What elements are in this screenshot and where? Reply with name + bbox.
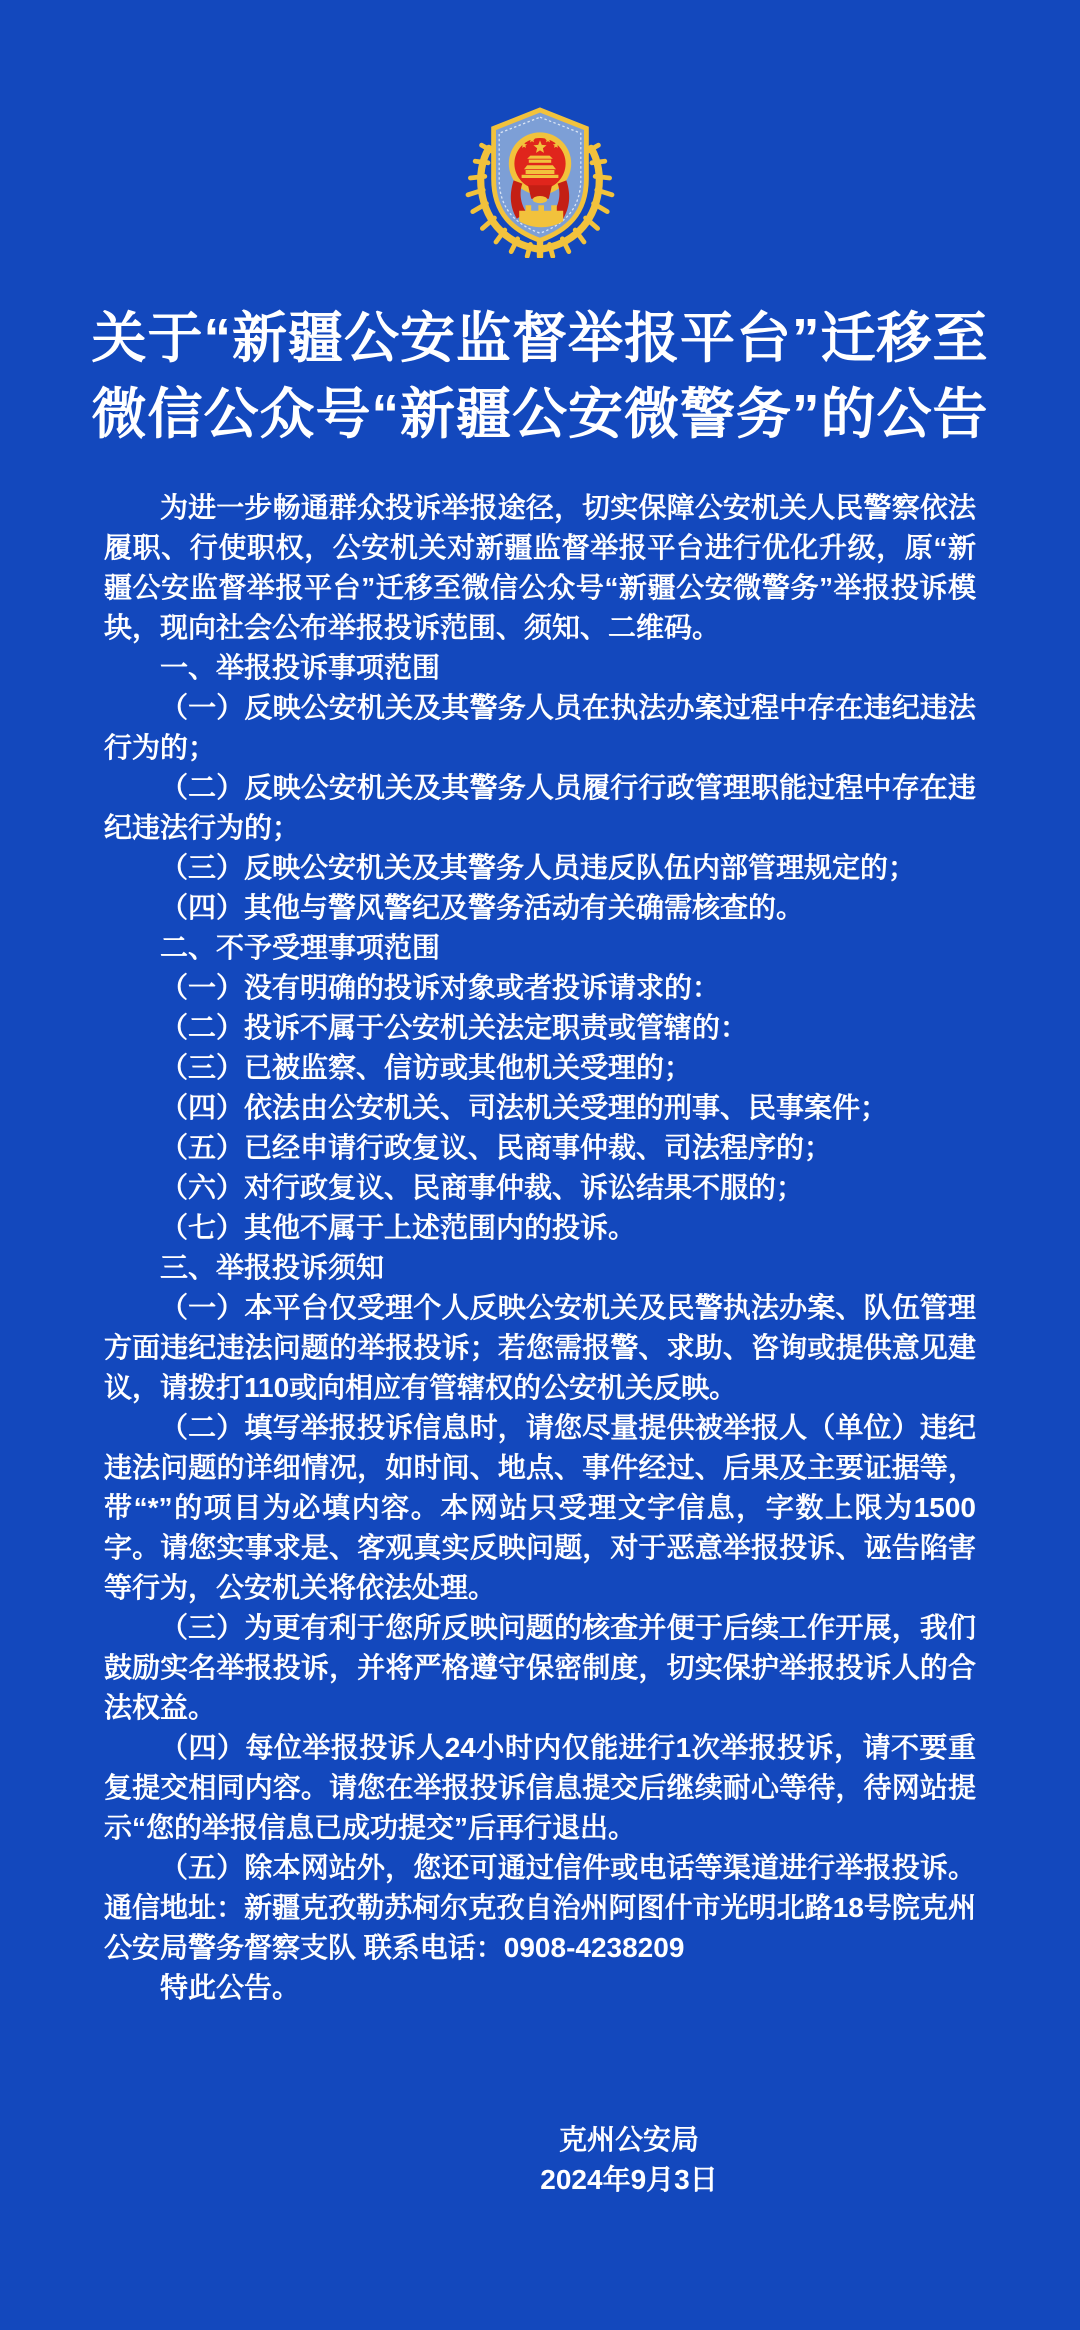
section-2-item-4: （四）依法由公安机关、司法机关受理的刑事、民事案件； [160,1092,889,1123]
police-emblem [0,0,1080,258]
signature-block [0,2120,1080,2200]
section-2-item-2: （二）投诉不属于公安机关法定职责或管辖的： [160,1012,749,1043]
section-1-heading: 一、举报投诉事项范围 [160,652,441,683]
section-2-item-5: （五）已经申请行政复议、民商事仲裁、司法程序的； [160,1132,833,1163]
intro-paragraph: 为进一步畅通群众投诉举报途径，切实保障公安机关人民警察依法履职、行使职权，公安机关对新疆监督举报平台进行优化升级，原“新疆公安监督举报平台”迁移至微信公众号“新疆公安微警务”举报投诉模块，现向社会公布举报投诉范围、须知、二维码。 [104,492,976,643]
section-3-item-1: （一）本平台仅受理个人反映公安机关及民警执法办案、队伍管理方面违纪违法问题的举报投诉；若您需报警、求助、咨询或提供意见建议，请拨打110或向相应有管辖权的公安机关反映。 [104,1292,976,1403]
section-1-item-3: （三）反映公安机关及其警务人员违反队伍内部管理规定的； [160,852,917,883]
section-3-item-4: （四）每位举报投诉人24小时内仅能进行1次举报投诉，请不要重复提交相同内容。请您在举报投诉信息提交后继续耐心等待，待网站提示“您的举报信息已成功提交”后再行退出。 [104,1732,976,1843]
section-1-item-2: （二）反映公安机关及其警务人员履行行政管理职能过程中存在违纪违法行为的； [104,772,976,843]
title-line-2: 微信公众号“新疆公安微警务”的公告 [91,383,989,445]
police-badge-icon [460,102,620,258]
section-3-item-2: （二）填写举报投诉信息时，请您尽量提供被举报人（单位）违纪违法问题的详细情况，如时间、地点、事件经过、后果及主要证据等，带“*”的项目为必填内容。本网站只受理文字信息，字数上限为1500字。请您实事求是、客观真实反映问题，对于恶意举报投诉、诬告陷害等行为，公安机关将依法处理。 [104,1412,976,1603]
section-3-heading: 三、举报投诉须知 [160,1252,385,1283]
section-2-item-7: （七）其他不属于上述范围内的投诉。 [160,1212,637,1243]
section-2-item-6: （六）对行政复议、民商事仲裁、诉讼结果不服的； [160,1172,805,1203]
signature-org: 克州公安局 [558,2124,699,2155]
section-3-item-3: （三）为更有利于您所反映问题的核查并便于后续工作开展，我们鼓励实名举报投诉，并将严格遵守保密制度，切实保护举报投诉人的合法权益。 [104,1612,976,1723]
section-1-item-1: （一）反映公安机关及其警务人员在执法办案过程中存在违纪违法行为的； [104,692,976,763]
announcement-body [0,488,1080,2008]
section-2-heading: 二、不予受理事项范围 [160,932,441,963]
section-1-item-4: （四）其他与警风警纪及警务活动有关确需核查的。 [160,892,805,923]
title-line-1: 关于“新疆公安监督举报平台”迁移至 [91,307,989,369]
section-2-item-3: （三）已被监察、信访或其他机关受理的； [160,1052,693,1083]
announcement-title [0,300,1080,452]
section-3-item-5: （五）除本网站外，您还可通过信件或电话等渠道进行举报投诉。通信地址：新疆克孜勒苏柯尔克孜自治州阿图什市光明北路18号院克州公安局警务督察支队 联系电话：0908-4238209 [104,1852,976,1963]
closing-line: 特此公告。 [160,1972,301,2003]
signature-date: 2024年9月3日 [540,2164,718,2195]
section-2-item-1: （一）没有明确的投诉对象或者投诉请求的： [160,972,721,1003]
